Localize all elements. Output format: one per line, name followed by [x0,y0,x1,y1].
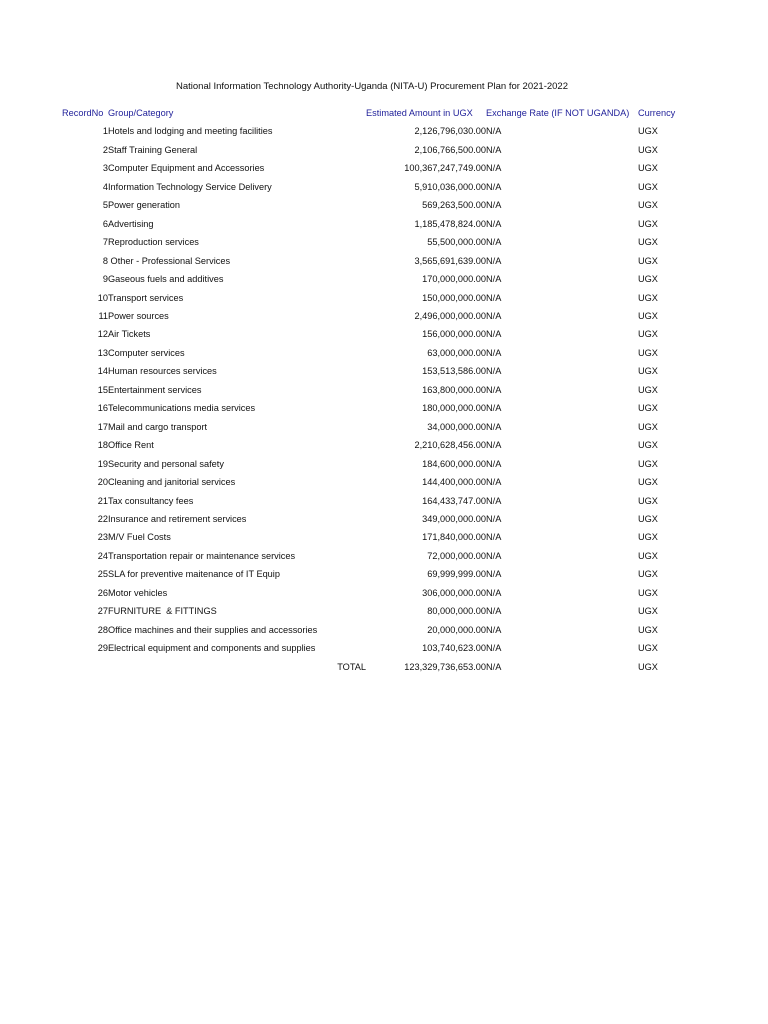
exchange-rate-cell: N/A [486,347,502,358]
currency-cell: UGX [638,347,658,358]
currency-cell: UGX [638,163,658,174]
total-amount: 123,329,736,653.00 [404,661,486,672]
currency-cell: UGX [638,274,658,285]
record-no-cell: 22 [97,513,108,524]
header-group-category: Group/Category [108,108,174,118]
amount-cell: 164,433,747.00 [422,495,486,506]
amount-cell: 69,999,999.00 [427,569,486,580]
amount-cell: 171,840,000.00 [422,532,486,543]
record-no-cell: 6 [102,218,108,229]
currency-cell: UGX [638,421,658,432]
amount-cell: 72,000,000.00 [427,550,486,561]
amount-cell: 349,000,000.00 [422,513,486,524]
document-title: National Information Technology Authority-Uganda (NITA-U) Procurement Plan for 2021-2022 [176,81,568,92]
currency-cell: UGX [638,513,658,524]
category-cell: Office machines and their supplies and accessories [108,624,318,635]
amount-cell: 163,800,000.00 [422,384,486,395]
amount-cell: 55,500,000.00 [427,237,486,248]
exchange-rate-cell: N/A [486,310,502,321]
category-cell: SLA for preventive maitenance of IT Equip [108,569,280,580]
category-cell: Tax consultancy fees [108,495,194,506]
exchange-rate-cell: N/A [486,126,502,137]
amount-cell: 34,000,000.00 [427,421,486,432]
amount-cell: 170,000,000.00 [422,274,486,285]
exchange-rate-cell: N/A [486,255,502,266]
category-cell: Hotels and lodging and meeting facilities [108,126,273,137]
exchange-rate-cell: N/A [486,495,502,506]
exchange-rate-cell: N/A [486,606,502,617]
category-cell: Information Technology Service Delivery [108,181,272,192]
table-body [62,122,682,657]
exchange-rate-cell: N/A [486,624,502,635]
category-cell: Entertainment services [108,384,202,395]
record-no-cell: 19 [97,458,108,469]
category-cell: Office Rent [108,440,154,451]
currency-cell: UGX [638,144,658,155]
currency-cell: UGX [638,255,658,266]
currency-cell: UGX [638,477,658,488]
table-row [62,418,682,436]
table-row [62,178,682,196]
exchange-rate-cell: N/A [486,144,502,155]
exchange-rate-cell: N/A [486,384,502,395]
table-row [62,492,682,510]
header-estimated-amount: Estimated Amount in UGX [366,108,473,118]
record-no-cell: 26 [97,587,108,598]
exchange-rate-cell: N/A [486,440,502,451]
category-cell: Mail and cargo transport [108,421,208,432]
amount-cell: 3,565,691,639.00 [414,255,486,266]
header-exchange-rate: Exchange Rate (IF NOT UGANDA) [486,108,630,118]
exchange-rate-cell: N/A [486,274,502,285]
amount-cell: 20,000,000.00 [427,624,486,635]
exchange-rate-cell: N/A [486,477,502,488]
record-no-cell: 15 [97,384,108,395]
exchange-rate-cell: N/A [486,403,502,414]
amount-cell: 306,000,000.00 [422,587,486,598]
currency-cell: UGX [638,550,658,561]
currency-cell: UGX [638,532,658,543]
record-no-cell: 12 [97,329,108,340]
table-row [62,621,682,639]
record-no-cell: 13 [97,347,108,358]
table-row [62,196,682,214]
amount-cell: 150,000,000.00 [422,292,486,303]
category-cell: Insurance and retirement services [108,513,247,524]
record-no-cell: 18 [97,440,108,451]
category-cell: FURNITURE & FITTINGS [108,606,217,617]
currency-cell: UGX [638,237,658,248]
amount-cell: 2,126,796,030.00 [414,126,486,137]
table-row [62,307,682,325]
header-currency: Currency [638,108,676,118]
total-spacer [62,658,108,676]
table-row [62,233,682,251]
table-row [62,270,682,288]
record-no-cell: 23 [97,532,108,543]
exchange-rate-cell: N/A [486,218,502,229]
record-no-cell: 24 [97,550,108,561]
record-no-cell: 28 [97,624,108,635]
header-record-no: RecordNo [62,108,104,118]
amount-cell: 2,106,766,500.00 [414,144,486,155]
exchange-rate-cell: N/A [486,421,502,432]
amount-cell: 156,000,000.00 [422,329,486,340]
exchange-rate-cell: N/A [486,569,502,580]
table-row [62,547,682,565]
amount-cell: 180,000,000.00 [422,403,486,414]
record-no-cell: 29 [97,643,108,654]
record-no-cell: 21 [97,495,108,506]
amount-cell: 5,910,036,000.00 [414,181,486,192]
record-no-cell: 25 [97,569,108,580]
currency-cell: UGX [638,200,658,211]
record-no-cell: 20 [97,477,108,488]
exchange-rate-cell: N/A [486,366,502,377]
record-no-cell: 16 [97,403,108,414]
record-no-cell: 10 [97,292,108,303]
currency-cell: UGX [638,366,658,377]
exchange-rate-cell: N/A [486,237,502,248]
category-cell: M/V Fuel Costs [108,532,171,543]
amount-cell: 2,210,628,456.00 [414,440,486,451]
category-cell: Air Tickets [108,329,151,340]
amount-cell: 80,000,000.00 [427,606,486,617]
total-row [62,658,682,676]
table-row [62,325,682,343]
exchange-rate-cell: N/A [486,643,502,654]
currency-cell: UGX [638,126,658,137]
exchange-rate-cell: N/A [486,532,502,543]
table-row [62,473,682,491]
currency-cell: UGX [638,218,658,229]
exchange-rate-cell: N/A [486,458,502,469]
category-cell: Transportation repair or maintenance services [108,550,296,561]
table-row [62,289,682,307]
category-cell: Staff Training General [108,144,198,155]
currency-cell: UGX [638,495,658,506]
exchange-rate-cell: N/A [486,587,502,598]
record-no-cell: 1 [102,126,108,137]
currency-cell: UGX [638,587,658,598]
currency-cell: UGX [638,624,658,635]
amount-cell: 2,496,000,000.00 [414,310,486,321]
record-no-cell: 8 [102,255,108,266]
category-cell: Computer services [108,347,185,358]
currency-cell: UGX [638,403,658,414]
category-cell: Reproduction services [108,237,199,248]
table-row [62,159,682,177]
currency-cell: UGX [638,329,658,340]
currency-cell: UGX [638,181,658,192]
table-row [62,510,682,528]
amount-cell: 100,367,247,749.00 [404,163,486,174]
record-no-cell: 2 [102,144,108,155]
exchange-rate-cell: N/A [486,292,502,303]
category-cell: Motor vehicles [108,587,168,598]
record-no-cell: 11 [98,310,108,321]
table-row [62,141,682,159]
currency-cell: UGX [638,384,658,395]
record-no-cell: 17 [97,421,108,432]
amount-cell: 63,000,000.00 [427,347,486,358]
record-no-cell: 9 [102,274,108,285]
category-cell: Computer Equipment and Accessories [108,163,265,174]
table-header-row [62,104,682,122]
record-no-cell: 5 [102,200,108,211]
record-no-cell: 14 [97,366,108,377]
table-row [62,215,682,233]
record-no-cell: 4 [102,181,108,192]
category-cell: Human resources services [108,366,217,377]
record-no-cell: 7 [102,237,108,248]
table-row [62,122,682,140]
table-row [62,399,682,417]
amount-cell: 1,185,478,824.00 [414,218,486,229]
amount-cell: 103,740,623.00 [422,643,486,654]
currency-cell: UGX [638,292,658,303]
total-currency: UGX [638,661,658,672]
category-cell: Security and personal safety [108,458,224,469]
exchange-rate-cell: N/A [486,181,502,192]
table-row [62,344,682,362]
exchange-rate-cell: N/A [486,200,502,211]
currency-cell: UGX [638,643,658,654]
category-cell: Electrical equipment and components and supplies [108,643,316,654]
table-row [62,584,682,602]
category-cell: Gaseous fuels and additives [108,274,224,285]
amount-cell: 184,600,000.00 [422,458,486,469]
table-row [62,639,682,657]
exchange-rate-cell: N/A [486,550,502,561]
currency-cell: UGX [638,458,658,469]
amount-cell: 144,400,000.00 [422,477,486,488]
table-row [62,436,682,454]
table-row [62,362,682,380]
table-row [62,455,682,473]
amount-cell: 153,513,586.00 [422,366,486,377]
record-no-cell: 27 [97,606,108,617]
record-no-cell: 3 [102,163,108,174]
table-row [62,565,682,583]
table-row [62,528,682,546]
exchange-rate-cell: N/A [486,163,502,174]
amount-cell: 569,263,500.00 [422,200,486,211]
table-row [62,252,682,270]
exchange-rate-cell: N/A [486,513,502,524]
category-cell: Cleaning and janitorial services [108,477,236,488]
currency-cell: UGX [638,440,658,451]
currency-cell: UGX [638,569,658,580]
procurement-table [62,104,682,676]
table-row [62,602,682,620]
category-cell: Telecommunications media services [108,403,256,414]
category-cell: Power generation [108,200,181,211]
table-row [62,381,682,399]
total-exchange-rate: N/A [486,661,502,672]
category-cell: Advertising [108,218,154,229]
currency-cell: UGX [638,310,658,321]
category-cell: Power sources [108,310,169,321]
exchange-rate-cell: N/A [486,329,502,340]
category-cell: Other - Professional Services [108,255,231,266]
category-cell: Transport services [108,292,184,303]
currency-cell: UGX [638,606,658,617]
total-label: TOTAL [337,661,366,672]
